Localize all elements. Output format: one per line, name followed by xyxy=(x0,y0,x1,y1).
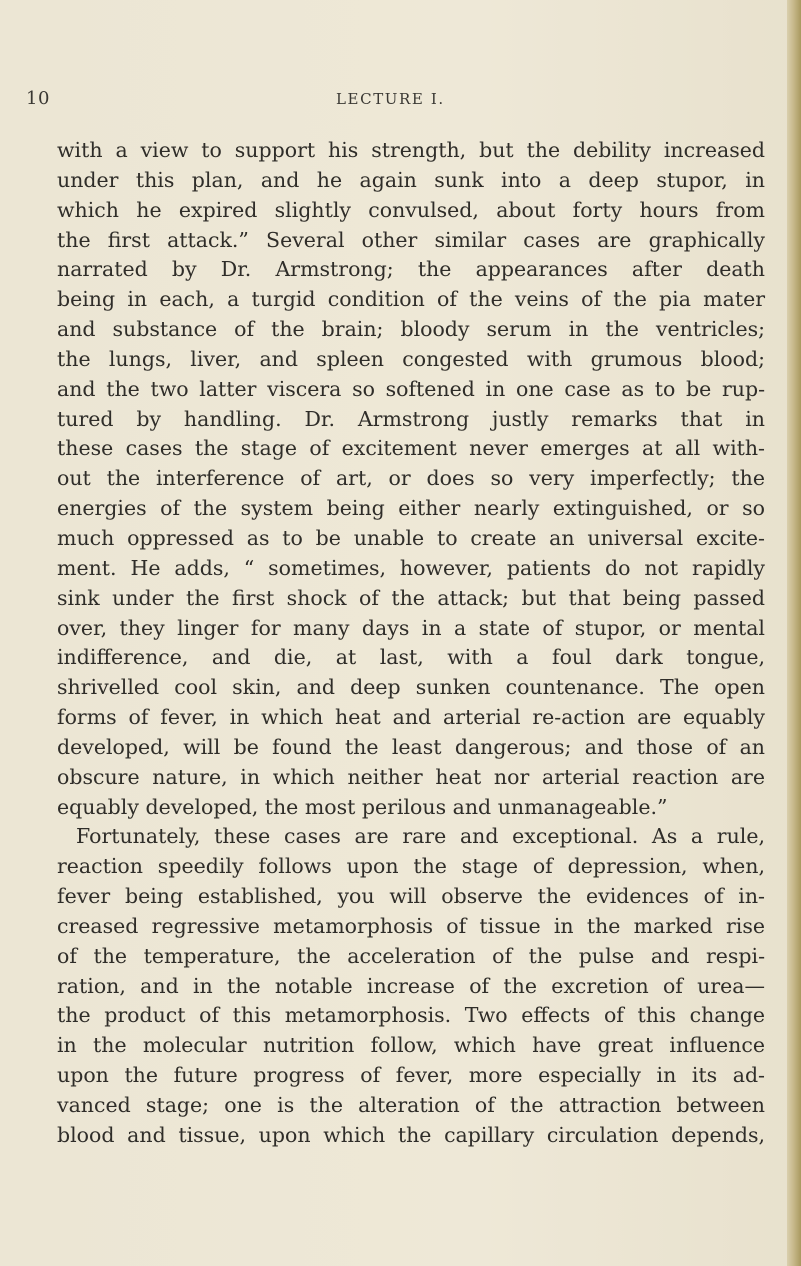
text-line: energies of the system being either nearly extinguished, or so xyxy=(57,496,765,521)
page-header xyxy=(0,88,790,112)
page-number: 10 xyxy=(26,88,50,109)
text-line: forms of fever, in which heat and arterial re-action are equably xyxy=(57,705,765,730)
text-line: and substance of the brain; bloody serum in the ventricles; xyxy=(57,317,765,342)
text-line: the product of this metamorphosis. Two effects of this change xyxy=(57,1003,765,1028)
text-line: the first attack.” Several other similar cases are graphically xyxy=(57,227,765,252)
text-line: sink under the first shock of the attack; but that being passed xyxy=(57,585,765,610)
text-line: over, they linger for many days in a state of stupor, or mental xyxy=(57,615,765,640)
text-line: creased regressive metamorphosis of tissue in the marked rise xyxy=(57,913,765,938)
text-line: of the temperature, the acceleration of the pulse and respi- xyxy=(57,943,765,968)
text-line: ration, and in the notable increase of the excretion of urea— xyxy=(57,973,765,998)
text-line: under this plan, and he again sunk into a deep stupor, in xyxy=(57,167,765,192)
page-edge-shadow xyxy=(787,0,801,1266)
text-line: shrivelled cool skin, and deep sunken countenance. The open xyxy=(57,675,765,700)
text-line: the lungs, liver, and spleen congested with grumous blood; xyxy=(57,346,765,371)
text-line: equably developed, the most perilous and unmanageable.” xyxy=(57,794,668,819)
text-line: tured by handling. Dr. Armstrong justly remarks that in xyxy=(57,406,765,431)
running-head: LECTURE I. xyxy=(336,90,445,108)
text-line: Fortunately, these cases are rare and exceptional. As a rule, xyxy=(76,824,765,849)
text-line: and the two latter viscera so softened in one case as to be rup- xyxy=(57,376,765,401)
text-line: in the molecular nutrition follow, which have great influence xyxy=(57,1033,765,1058)
text-line: reaction speedily follows upon the stage of depression, when, xyxy=(57,854,765,879)
text-line: developed, will be found the least dangerous; and those of an xyxy=(57,734,765,759)
text-line: indifference, and die, at last, with a foul dark tongue, xyxy=(57,645,765,670)
text-line: fever being established, you will observe the evidences of in- xyxy=(57,884,765,909)
text-line: these cases the stage of excitement never emerges at all with- xyxy=(57,436,765,461)
text-line: out the interference of art, or does so very imperfectly; the xyxy=(57,466,765,491)
text-line: upon the future progress of fever, more especially in its ad- xyxy=(57,1063,765,1088)
text-line: narrated by Dr. Armstrong; the appearances after death xyxy=(57,257,765,282)
text-line: which he expired slightly convulsed, about forty hours from xyxy=(57,197,765,222)
text-line: obscure nature, in which neither heat nor arterial reaction are xyxy=(57,764,765,789)
body-text xyxy=(57,136,765,1151)
text-line: with a view to support his strength, but the debility increased xyxy=(57,138,765,162)
text-line: blood and tissue, upon which the capillary circulation depends, xyxy=(57,1122,765,1147)
text-line: ment. He adds, “ sometimes, however, patients do not rapidly xyxy=(57,555,765,580)
text-line: vanced stage; one is the alteration of the attraction between xyxy=(57,1093,765,1117)
text-line: much oppressed as to be unable to create an universal excite- xyxy=(57,525,765,550)
text-line: being in each, a turgid condition of the veins of the pia mater xyxy=(57,287,765,312)
